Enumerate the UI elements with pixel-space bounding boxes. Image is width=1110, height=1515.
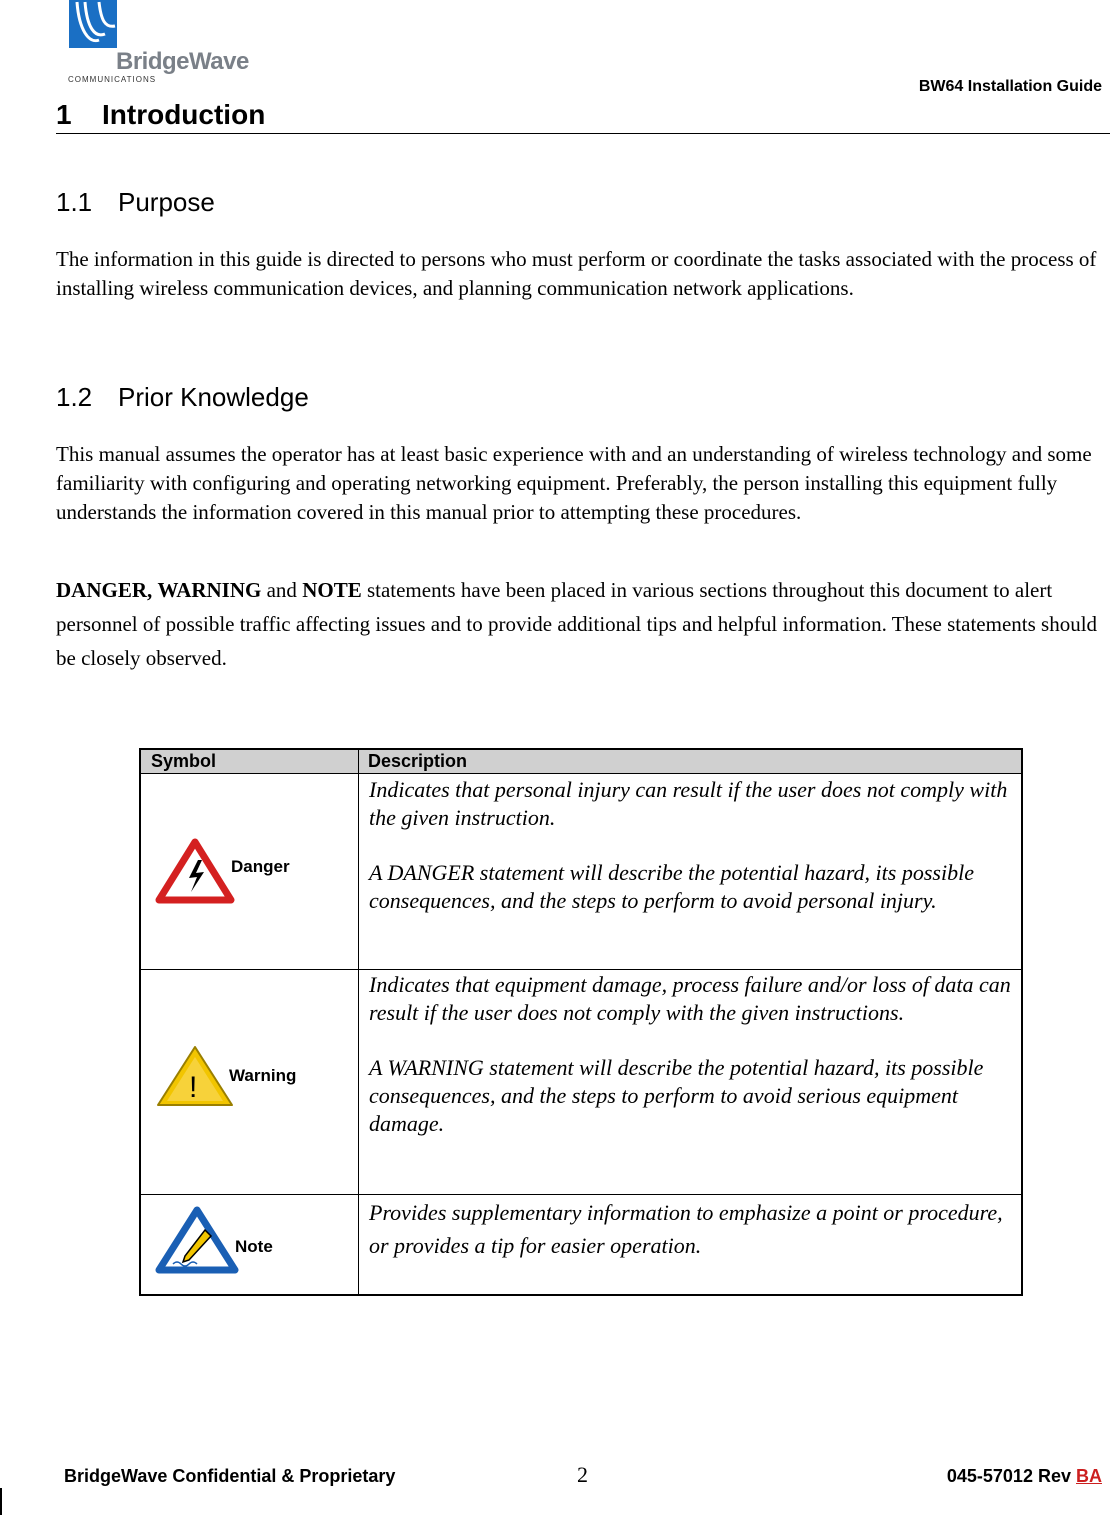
table-row <box>141 1194 1021 1296</box>
description-paragraph: Provides supplementary information to emphasize a point or procedure, or provides a tip for easier operation. <box>369 1200 1003 1258</box>
note-label: Note <box>235 1237 273 1256</box>
header-rule <box>56 133 1110 134</box>
logo-tagline: COMMUNICATIONS <box>68 75 157 84</box>
document-title: BW64 Installation Guide <box>918 78 1102 95</box>
footer-confidential: BridgeWave Confidential & Proprietary <box>64 1466 396 1486</box>
logo-brand: BridgeWave <box>116 48 249 75</box>
chapter-title: Introduction <box>102 99 266 130</box>
section-title: Prior Knowledge <box>118 382 309 412</box>
note-symbol <box>155 1204 295 1279</box>
danger-term: DANGER, <box>56 578 153 602</box>
logo-mark-icon <box>69 0 117 48</box>
statements-paragraph <box>56 573 1106 675</box>
description-paragraph: Indicates that equipment damage, process failure and/or loss of data can result if the user does not comply with the given instructions. <box>369 972 1011 1025</box>
chapter-heading <box>56 99 265 131</box>
footer-doc-number <box>947 1466 1102 1487</box>
warning-label: Warning <box>229 1066 297 1085</box>
note-icon <box>155 1204 295 1274</box>
section-title: Purpose <box>118 187 215 217</box>
table-row <box>141 969 1021 1194</box>
section-number: 1.1 <box>56 187 93 217</box>
description-paragraph: A DANGER statement will describe the potential hazard, its possible consequences, and the steps to perform to avoid personal injury. <box>369 860 974 913</box>
company-logo <box>66 0 261 90</box>
statements-text: statements have been placed in various sections throughout this document to alert personnel of possible traffic affecting issues and to provide additional tips and helpful information. These statements should be closely observed. <box>56 578 1098 670</box>
danger-icon <box>155 836 295 904</box>
page-number: 2 <box>577 1462 588 1487</box>
revision: BA <box>1076 1466 1102 1486</box>
doc-number: 045-57012 Rev <box>946 1466 1071 1486</box>
warning-symbol <box>155 1041 305 1114</box>
header-description: Description <box>368 751 468 771</box>
note-term: NOTE <box>302 578 362 602</box>
note-description <box>369 1196 1019 1262</box>
and-word: and <box>266 578 297 602</box>
table-row <box>141 774 1021 969</box>
purpose-paragraph: The information in this guide is directed to persons who must perform or coordinate the tasks associated with the process of installing wireless communication devices, and planning communication network applications. <box>56 247 1097 300</box>
footer-margin-bar <box>0 1488 2 1515</box>
section-heading-purpose <box>56 187 215 218</box>
warning-icon <box>155 1041 305 1109</box>
danger-description <box>369 776 1019 915</box>
danger-symbol <box>155 836 295 909</box>
description-paragraph: Indicates that personal injury can result if the user does not comply with the given instruction. <box>369 777 1008 830</box>
danger-label: Danger <box>231 857 290 876</box>
header-symbol: Symbol <box>151 751 217 771</box>
svg-text:!: ! <box>189 1071 198 1104</box>
description-paragraph: A WARNING statement will describe the potential hazard, its possible consequences, and the steps to perform to avoid serious equipment damage. <box>369 1055 984 1136</box>
section-heading-prior-knowledge <box>56 382 309 413</box>
prior-knowledge-paragraph: This manual assumes the operator has at least basic experience with and an understanding of wireless technology and some familiarity with configuring and operating networking equipment. Preferably, the person installing this equipment fully understands the information covered in this manual prior to attempting these procedures. <box>56 442 1092 524</box>
symbol-legend-table <box>139 748 1023 1296</box>
section-number: 1.2 <box>56 382 93 412</box>
warning-description <box>369 971 1019 1138</box>
table-header-row <box>141 750 1021 774</box>
warning-term: WARNING <box>157 578 262 602</box>
chapter-number: 1 <box>56 99 72 130</box>
